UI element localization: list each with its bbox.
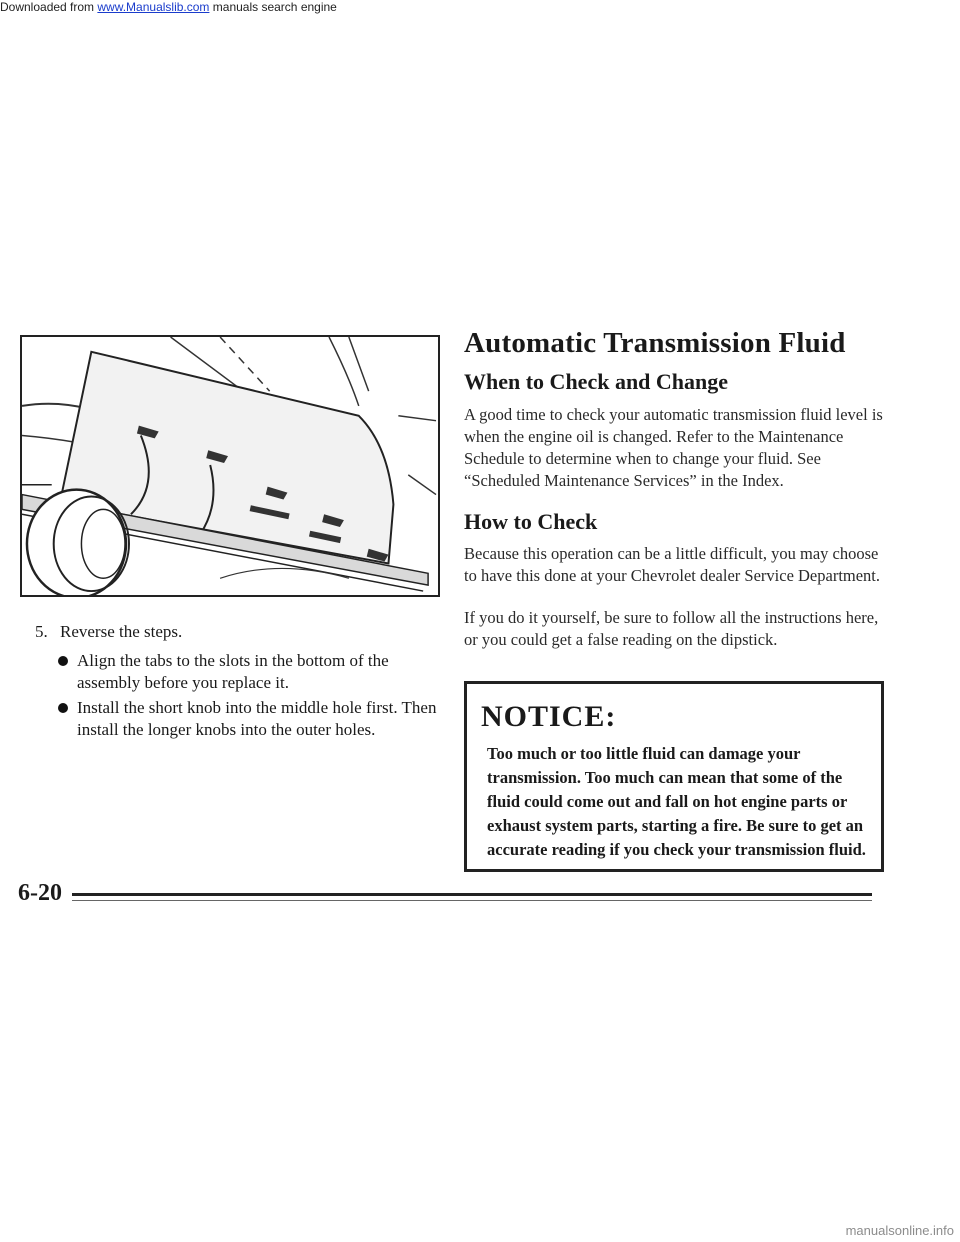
manualslib-link[interactable]: www.Manualslib.com xyxy=(97,0,210,14)
bullet-text: Align the tabs to the slots in the bottom of the assembly before you replace it. xyxy=(77,651,389,692)
step-text: Reverse the steps. xyxy=(60,622,183,641)
step-5 xyxy=(35,622,182,642)
bullet-text: Install the short knob into the middle hole first. Then install the longer knobs into the outer holes. xyxy=(77,698,437,739)
download-header xyxy=(0,0,337,14)
notice-text: Too much or too little fluid can damage your transmission. Too much can mean that some of the fluid could come out and fall on hot engine parts or exhaust system parts, starting a fire. Be sure to get an accurate reading if you check your transmission fluid. xyxy=(487,744,866,859)
bullet-icon xyxy=(58,656,68,666)
footer-rule-thin xyxy=(72,900,872,901)
bullet-item xyxy=(58,697,448,741)
bullet-icon xyxy=(58,703,68,713)
watermark: manualsonline.info xyxy=(845,1223,954,1238)
footer-rule xyxy=(72,893,872,896)
section-heading-when: When to Check and Change xyxy=(464,369,729,394)
header-prefix: Downloaded from xyxy=(0,0,98,14)
page-title: Automatic Transmission Fluid xyxy=(464,327,846,359)
notice-title: NOTICE: xyxy=(481,700,617,733)
bullet-item xyxy=(58,650,448,694)
section-heading-how: How to Check xyxy=(464,509,598,534)
section-text-how: Because this operation can be a little difficult, you may choose to have this done at your Chevrolet dealer Service Department. xyxy=(464,544,881,585)
page-number: 6-20 xyxy=(18,880,62,906)
section-text-how-2: If you do it yourself, be sure to follow all the instructions here, or you could get a false reading on the dipstick. xyxy=(464,608,879,649)
section-text-when: A good time to check your automatic transmission fluid level is when the engine oil is changed. Refer to the Maintenance Schedule to determine when to change your fluid. See “Scheduled Maintenance Services” in the Index. xyxy=(464,405,883,490)
notice-box xyxy=(464,681,884,872)
assembly-illustration xyxy=(20,335,440,597)
step-number: 5. xyxy=(35,622,48,641)
header-suffix: manuals search engine xyxy=(209,0,337,14)
